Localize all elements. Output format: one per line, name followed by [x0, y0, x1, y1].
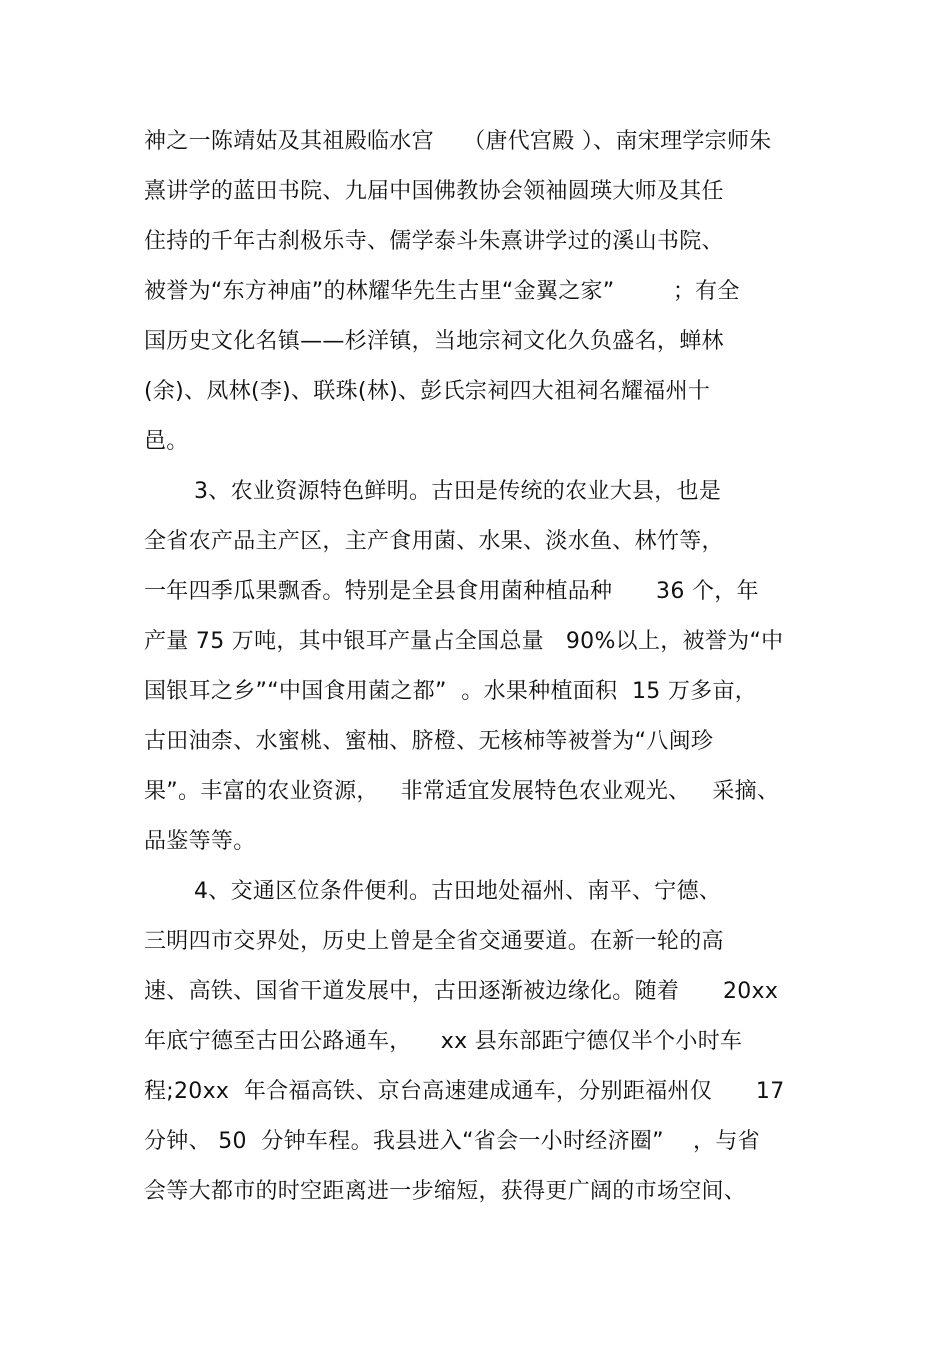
paragraph-4-first-line: 4、交通区位条件便利。古田地处福州、南平、宁德、 — [194, 879, 722, 904]
text-line: 速、高铁、国省干道发展中，古田逐渐被边缘化。随着 20xx — [144, 979, 779, 1004]
text-line: 程;20xx 年合福高铁、京台高速建成通车，分别距福州仅 17 — [144, 1079, 785, 1104]
text-line: 古田油柰、水蜜桃、蜜柚、脐橙、无核柿等被誉为“八闽珍 — [144, 729, 714, 754]
paragraph-3-first-line: 3、农业资源特色鲜明。古田是传统的农业大县，也是 — [194, 479, 722, 504]
text-line: 熹讲学的蓝田书院、九届中国佛教协会领袖圆瑛大师及其任 — [144, 179, 724, 204]
text-line: 果”。丰富的农业资源， 非常适宜发展特色农业观光、 采摘、 — [144, 779, 780, 804]
text-line: 被誉为“东方神庙”的林耀华先生古里“金翼之家” ；有全 — [144, 279, 740, 304]
text-line: 分钟、 50 分钟车程。我县进入“省会一小时经济圈” ，与省 — [144, 1129, 760, 1154]
text-line: 会等大都市的时空距离进一步缩短，获得更广阔的市场空间、 — [144, 1179, 747, 1204]
text-line: 三明四市交界处，历史上曾是全省交通要道。在新一轮的高 — [144, 929, 724, 954]
text-line: 品鉴等等。 — [144, 829, 256, 854]
text-line: 邑。 — [144, 429, 189, 454]
text-line: 神之一陈靖姑及其祖殿临水宫 （唐代宫殿 ）、南宋理学宗师朱 — [144, 129, 772, 154]
text-line: 国银耳之乡”“中国食用菌之都” 。水果种植面积 15 万多亩， — [144, 679, 758, 704]
text-line: 产量 75 万吨，其中银耳产量占全国总量 90%以上，被誉为“中 — [144, 629, 784, 654]
text-line: 住持的千年古刹极乐寺、儒学泰斗朱熹讲学过的溪山书院、 — [144, 229, 724, 254]
text-line: 国历史文化名镇——杉洋镇，当地宗祠文化久负盛名，蝉林 — [144, 329, 724, 354]
text-line: 年底宁德至古田公路通车， xx 县东部距宁德仅半个小时车 — [144, 1029, 743, 1054]
text-line: (余)、凤林(李)、联珠(林)、彭氏宗祠四大祖祠名耀福州十 — [144, 379, 711, 404]
text-line: 一年四季瓜果飘香。特别是全县食用菌种植品种 36 个，年 — [144, 579, 759, 604]
text-line: 全省农产品主产区，主产食用菌、水果、淡水鱼、林竹等， — [144, 529, 724, 554]
